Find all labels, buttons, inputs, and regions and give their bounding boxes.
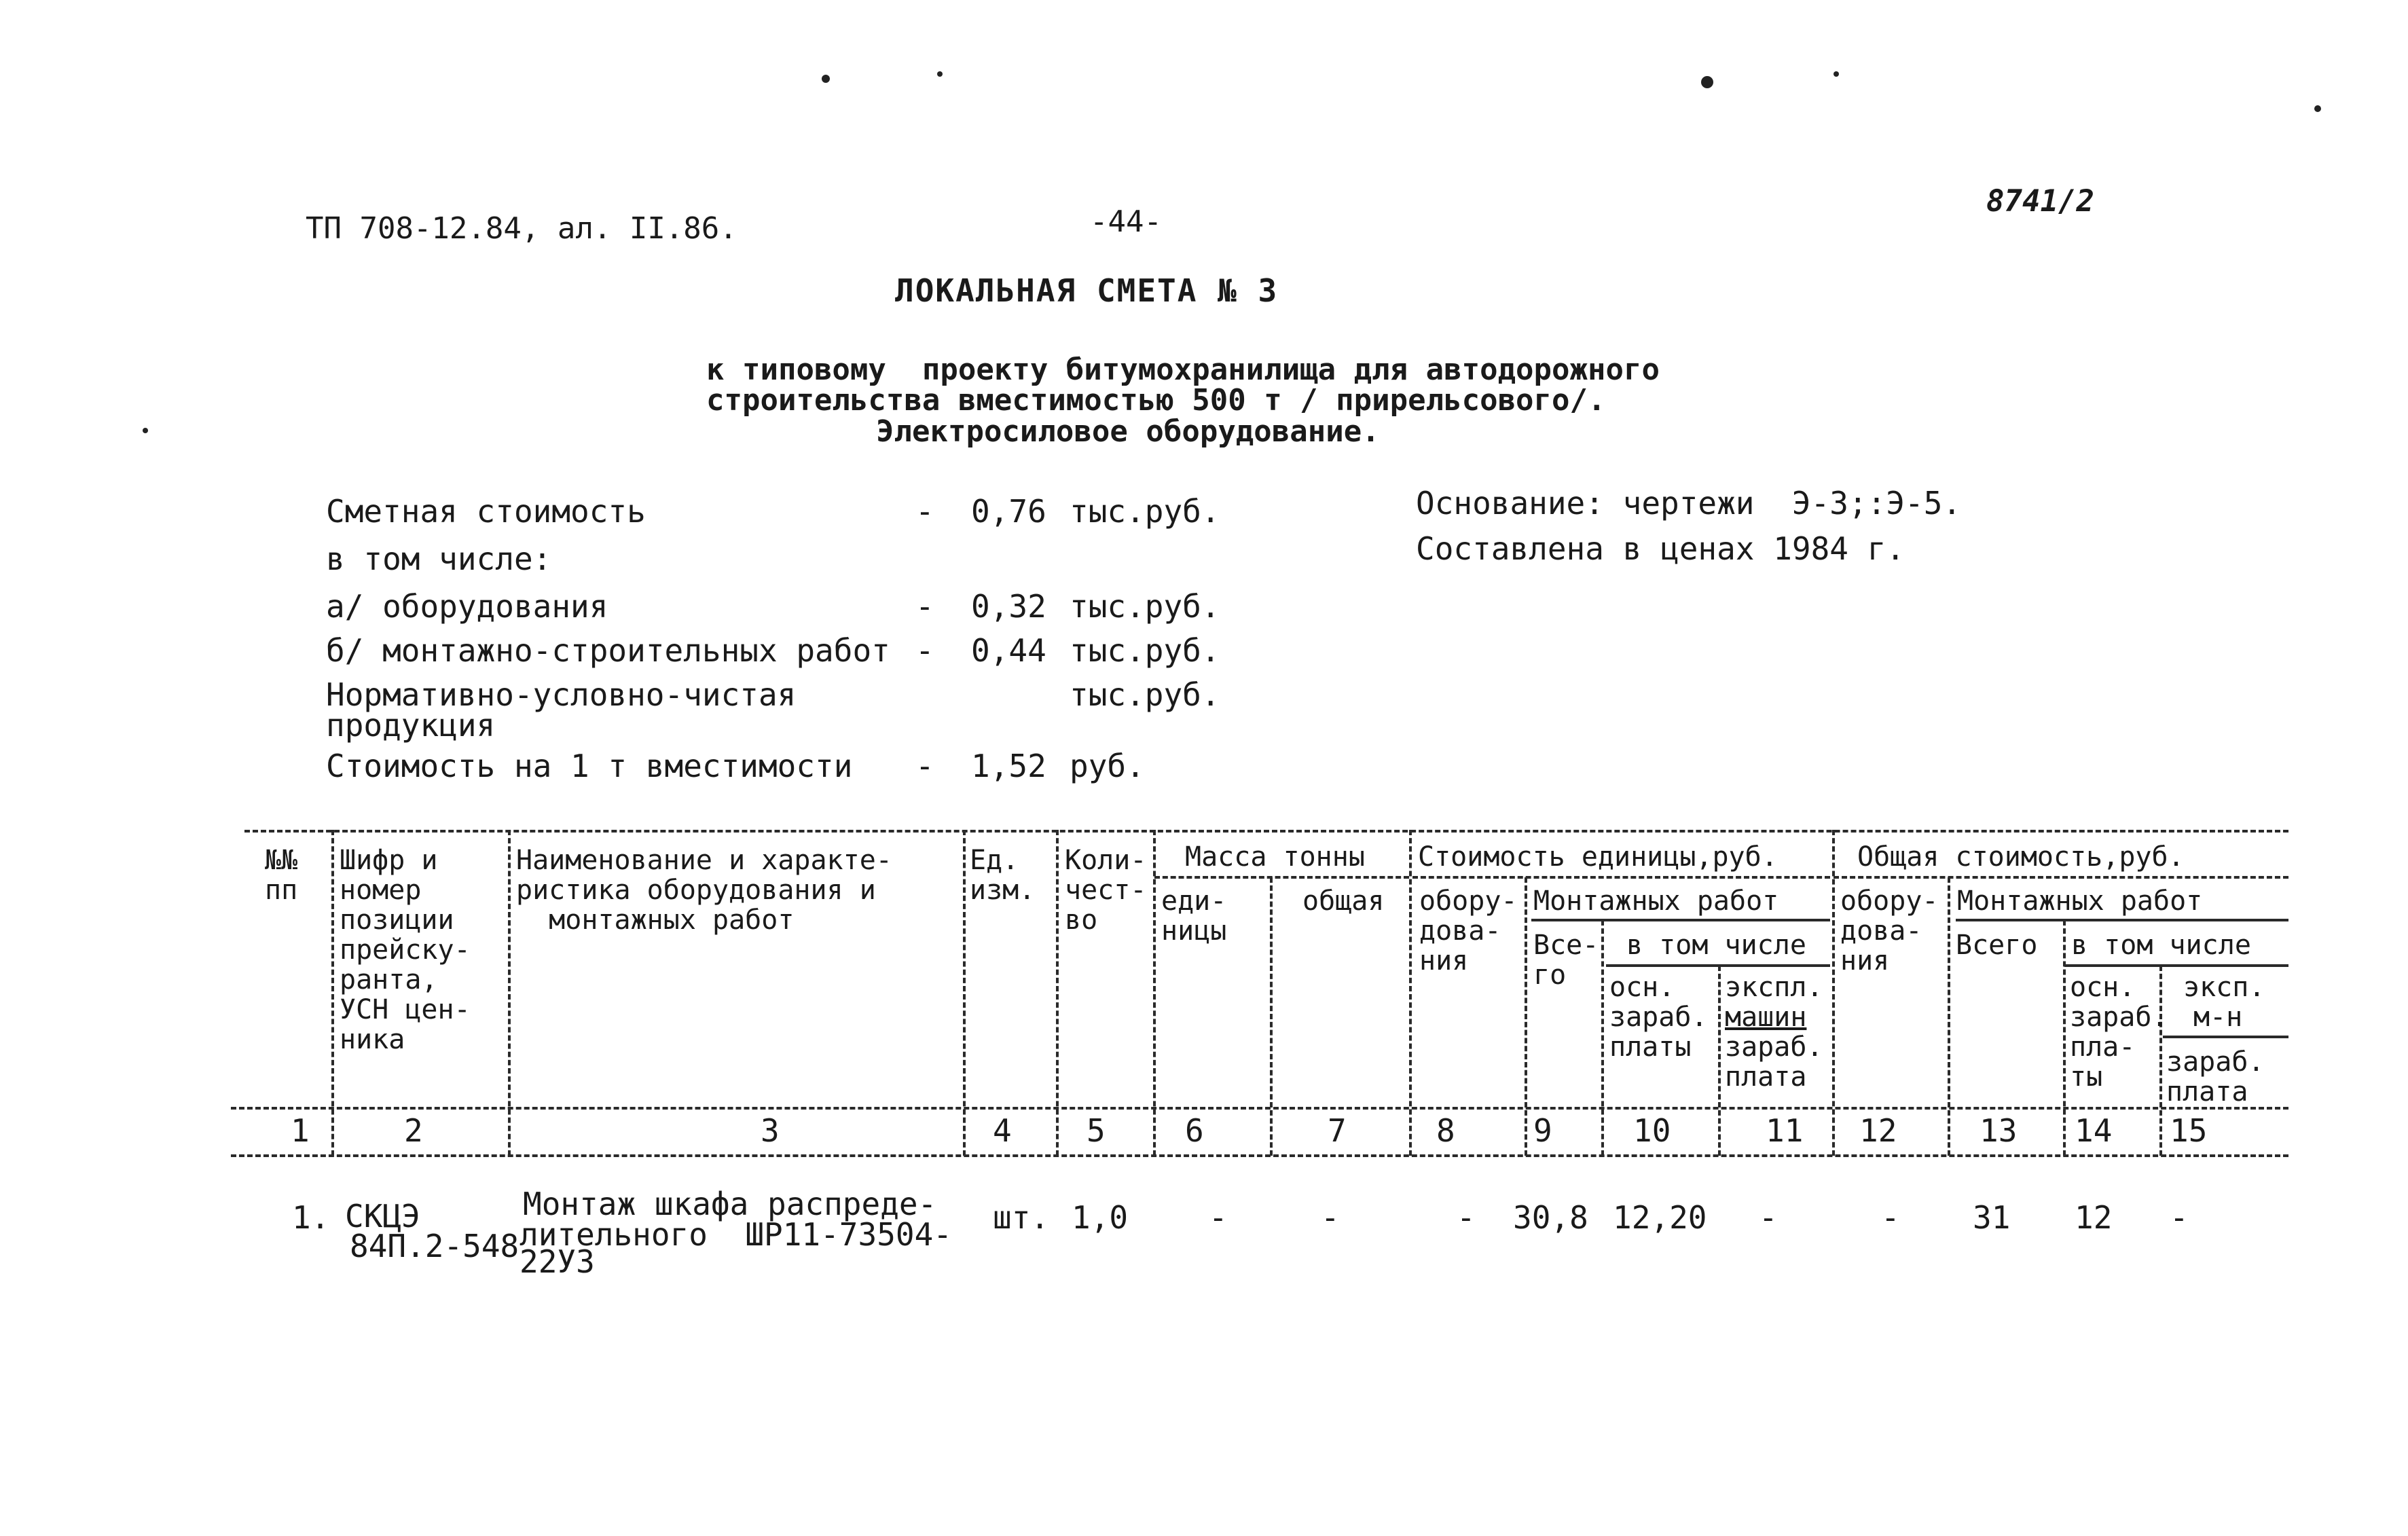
total-cost-group-rule (1834, 876, 2288, 879)
header-col6-line2: ницы (1161, 915, 1227, 947)
header-col3-line2: ристика оборудования и (516, 875, 876, 906)
normative-unit: тыс.руб. (1070, 676, 1220, 713)
header-col15-line1: зараб. (2166, 1046, 2265, 1078)
header-col8-line2: дова- (1419, 915, 1501, 947)
header-col2-line7: ника (340, 1024, 405, 1055)
header-col9-line2: го (1533, 959, 1567, 991)
col-divider-14 (2159, 966, 2162, 1156)
basis-line-1: Основание: чертежи Э-3;:Э-5. (1416, 485, 1962, 522)
header-col1-line2: пп (265, 875, 298, 906)
header-col14-line3: пла- (2070, 1031, 2136, 1063)
row-install-total: 31 (1973, 1199, 2011, 1236)
header-col13: Всего (1956, 930, 2038, 961)
normative-label-2: продукция (326, 707, 496, 744)
column-number-14: 14 (2075, 1112, 2113, 1149)
installation-value: 0,44 (971, 632, 1046, 669)
basis-line-2: Составлена в ценах 1984 г. (1416, 530, 1905, 567)
equipment-dash: - (915, 588, 934, 625)
row-install-unit-machine: - (1759, 1199, 1778, 1236)
row-number: 1. (292, 1199, 330, 1236)
install-group-b-header: Монтажных работ (1957, 885, 2203, 917)
row-code-line1: СКЦЭ (345, 1198, 420, 1235)
header-col12-line1: обору- (1840, 885, 1939, 917)
installation-label: б/ монтажно-строительных работ (326, 632, 890, 669)
document-title: ЛОКАЛЬНАЯ СМЕТА № 3 (895, 272, 1279, 309)
header-col10-line2: зараб. (1609, 1002, 1708, 1033)
scan-speck (1834, 71, 1839, 77)
header-col5-line3: во (1065, 904, 1098, 936)
header-col11-line3: зараб. (1725, 1031, 1823, 1063)
header-bottom-rule (231, 1107, 2288, 1110)
install-b-underline (1956, 919, 2288, 921)
row-unit: шт. (993, 1199, 1050, 1236)
header-col2-line4: прейску- (340, 934, 471, 966)
estimated-cost-dash: - (915, 493, 934, 530)
header-col9-line1: Все- (1533, 930, 1599, 961)
header-col1-line1: №№ (265, 845, 298, 876)
col-divider-4 (1056, 830, 1059, 1156)
estimated-cost-label: Сметная стоимость (326, 493, 646, 530)
row-equip-total: - (1881, 1199, 1900, 1236)
column-number-7: 7 (1328, 1112, 1347, 1149)
col-divider-11 (1832, 830, 1835, 1156)
header-col15-mid: м-н (2193, 1002, 2243, 1033)
header-col3-line1: Наименование и характе- (516, 845, 892, 876)
equipment-label: а/ оборудования (326, 588, 608, 625)
column-number-3: 3 (761, 1112, 780, 1149)
row-qty: 1,0 (1072, 1199, 1129, 1236)
row-equip-unit: - (1457, 1199, 1476, 1236)
scan-speck (2314, 105, 2321, 112)
column-number-1: 1 (291, 1112, 310, 1149)
header-col2-line6: УСН цен- (340, 994, 471, 1025)
installation-dash: - (915, 632, 934, 669)
header-col11-line2: машин (1725, 1002, 1807, 1033)
unit-cost-group-rule (1412, 876, 1830, 879)
column-number-15: 15 (2170, 1112, 2208, 1149)
col-divider-9 (1601, 920, 1604, 1156)
header-col2-line5: ранта, (340, 964, 438, 995)
install-a-underline (1531, 919, 1830, 921)
document-code: ТП 708-12.84, ал. II.86. (306, 211, 737, 246)
header-col14-line1: осн. (2070, 972, 2136, 1003)
total-cost-group-header: Общая стоимость,руб. (1857, 841, 2185, 873)
header-col4-line2: изм. (970, 875, 1036, 906)
column-number-8: 8 (1436, 1112, 1455, 1149)
subtitle-line-3: Электросиловое оборудование. (876, 414, 1380, 449)
col-divider-3 (963, 830, 966, 1156)
header-col5-line2: чест- (1065, 875, 1147, 906)
header-col2-line3: позиции (340, 904, 454, 936)
sheet-number: 8741/2 (1986, 184, 2094, 219)
col-divider-8 (1525, 877, 1527, 1156)
per-ton-dash: - (915, 748, 934, 784)
estimated-cost-unit: тыс.руб. (1070, 493, 1220, 530)
estimated-cost-value: 0,76 (971, 493, 1046, 530)
column-number-11: 11 (1766, 1112, 1804, 1149)
header-col14-line2: зараб. (2070, 1002, 2168, 1033)
header-col2-line1: Шифр и (340, 845, 438, 876)
mass-group-header: Масса тонны (1185, 841, 1365, 873)
normative-label-1: Нормативно-условно-чистая (326, 676, 797, 713)
including-label: в том числе: (326, 541, 552, 577)
scan-speck (822, 75, 830, 83)
row-install-unit-wage: 12,20 (1613, 1199, 1707, 1236)
col-divider-6 (1270, 877, 1273, 1156)
per-ton-label: Стоимость на 1 т вместимости (326, 748, 853, 784)
installation-unit: тыс.руб. (1070, 632, 1220, 669)
row-install-unit-total: 30,8 (1513, 1199, 1588, 1236)
row-mass-total: - (1321, 1199, 1340, 1236)
per-ton-unit: руб. (1070, 748, 1145, 784)
per-ton-value: 1,52 (971, 748, 1046, 784)
scan-speck (143, 428, 148, 433)
column-number-2: 2 (404, 1112, 423, 1149)
header-col12-line2: дова- (1840, 915, 1922, 947)
install-group-a-header: Монтажных работ (1533, 885, 1779, 917)
header-col7: общая (1302, 885, 1385, 917)
column-number-13: 13 (1980, 1112, 2018, 1149)
column-number-6: 6 (1185, 1112, 1204, 1149)
header-col4-line1: Ед. (970, 845, 1019, 876)
scan-speck (937, 71, 943, 77)
col-divider-1 (331, 830, 334, 1156)
header-col10-line3: платы (1609, 1031, 1692, 1063)
column-number-5: 5 (1087, 1112, 1106, 1149)
row-name-line3: 22У3 (519, 1243, 595, 1280)
equipment-unit: тыс.руб. (1070, 588, 1220, 625)
page-number: -44- (1090, 204, 1162, 239)
subtitle-line-1: к типовому проекту битумохранилища для автодорожного (706, 352, 1660, 387)
col-divider-5 (1153, 830, 1156, 1156)
column-number-9: 9 (1533, 1112, 1552, 1149)
row-code-line2: 84П.2-548 (350, 1228, 519, 1264)
col-divider-2 (508, 830, 511, 1156)
col-divider-13 (2063, 920, 2066, 1156)
row-name-line1: Монтаж шкафа распреде- (523, 1186, 937, 1222)
header-col14-line4: ты (2070, 1061, 2103, 1093)
numbers-bottom-rule (231, 1154, 2288, 1157)
header-col11-line1: экспл. (1725, 972, 1823, 1003)
header-col15-line2: плата (2166, 1076, 2248, 1108)
header-col8-line1: обору- (1419, 885, 1518, 917)
header-col12-line3: ния (1840, 945, 1890, 976)
row-mass-unit: - (1209, 1199, 1228, 1236)
header-col15-top: эксп. (2183, 972, 2265, 1003)
header-col11-line4: плата (1725, 1061, 1807, 1093)
subtitle-line-2: строительства вместимостью 500 т / прирельсового/. (706, 383, 1606, 418)
incl-group-b-header: в том числе (2071, 930, 2251, 961)
mass-group-rule (1154, 876, 1409, 879)
header-col10-line1: осн. (1609, 972, 1675, 1003)
header-col5-line1: Коли- (1065, 845, 1147, 876)
header-col6-line1: еди- (1161, 885, 1227, 917)
col-divider-12 (1948, 877, 1950, 1156)
row-name-line2: лительного ШР11-73504- (519, 1216, 952, 1253)
col15-mid-underline (2163, 1036, 2288, 1038)
col-divider-10 (1718, 966, 1721, 1156)
incl-b-underline (2064, 964, 2288, 967)
col-divider-7 (1409, 830, 1412, 1156)
unit-cost-group-header: Стоимость единицы,руб. (1418, 841, 1778, 873)
header-col3-line3: монтажных работ (516, 904, 795, 936)
row-install-total-machine: - (2170, 1199, 2189, 1236)
header-col8-line3: ния (1419, 945, 1469, 976)
table-top-rule (244, 830, 2288, 833)
column-number-12: 12 (1859, 1112, 1897, 1149)
scan-speck (1701, 76, 1713, 88)
row-install-total-wage: 12 (2075, 1199, 2113, 1236)
equipment-value: 0,32 (971, 588, 1046, 625)
column-number-10: 10 (1633, 1112, 1671, 1149)
header-col2-line2: номер (340, 875, 422, 906)
column-number-4: 4 (993, 1112, 1012, 1149)
incl-group-a-header: в том числе (1626, 930, 1806, 961)
